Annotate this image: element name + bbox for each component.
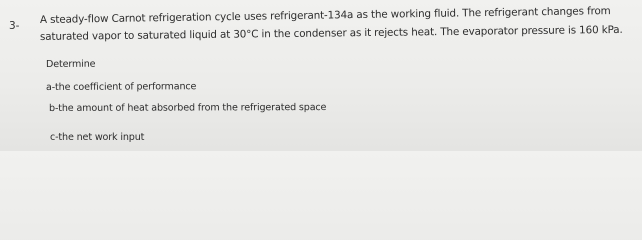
- problem-statement-line-2: saturated vapor to saturated liquid at 30°C in the condenser as it rejects heat. The evaporator pressure is 160 kPa.: [39, 23, 623, 43]
- part-b: b-the amount of heat absorbed from the refrigerated space: [48, 102, 327, 114]
- part-c: c-the net work input: [50, 132, 145, 143]
- problem-number: 3-: [9, 20, 20, 32]
- part-a: a-the coefficient of performance: [45, 81, 197, 93]
- problem-statement-line-1: A steady-flow Carnot refrigeration cycle uses refrigerant-134a as the working fluid. The refrigerant changes from: [39, 5, 611, 26]
- determine-label: Determine: [45, 58, 96, 70]
